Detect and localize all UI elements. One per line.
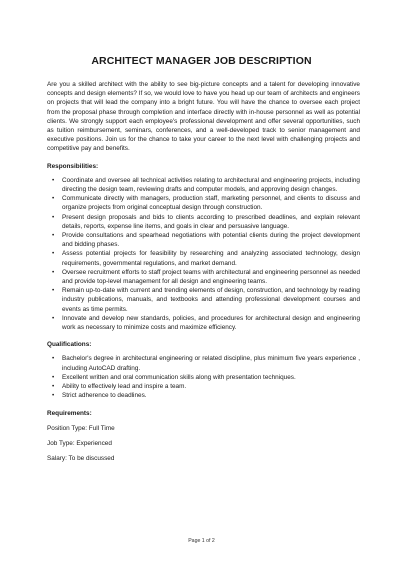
requirements-block <box>47 424 360 464</box>
list-item: • Remain up-to-date with current and trending elements of design, construction, and technology by reading industry publications, manuals, and textbooks and attending professional development courses and events as time permits. <box>62 286 360 314</box>
list-item: • Provide consultations and spearhead negotiations with potential clients during the project development and bidding phases. <box>62 231 360 249</box>
responsibilities-heading: Responsibilities: <box>47 162 99 170</box>
qualifications-heading: Qualifications: <box>47 341 92 349</box>
salary: Salary: To be discussed <box>47 455 115 463</box>
position-type: Position Type: Full Time <box>47 424 115 432</box>
list-item: • Assess potential projects for feasibility by researching and analyzing associated technology, design requirements, governmental regulations, and market demand. <box>62 249 360 267</box>
list-item: • Communicate directly with managers, production staff, marketing personnel, and clients to discuss and organize projects from original conceptual design through construction. <box>62 194 360 212</box>
job-type: Job Type: Experienced <box>47 439 112 447</box>
page-title: ARCHITECT MANAGER JOB DESCRIPTION <box>91 55 312 67</box>
qualifications-list <box>47 354 360 400</box>
list-item: • Oversee recruitment efforts to staff project teams with architectural and engineering personnel as needed and provide top-level management for all design and engineering teams. <box>62 268 360 286</box>
page-number: Page 1 of 2 <box>188 538 215 544</box>
list-item: • Coordinate and oversee all technical activities relating to architectural and engineering projects, including directing the design team, reviewing drafts and computer models, and approving design changes. <box>62 176 360 194</box>
list-item: • Bachelor's degree in architectural engineering or related discipline, plus minimum five years experience , including AutoCAD drafting. <box>62 354 360 372</box>
requirements-heading: Requirements: <box>47 409 92 417</box>
list-item: • Present design proposals and bids to clients according to prescribed deadlines, and explain relevant details, reports, expense line items, and goals in clear and persuasive language. <box>62 213 360 231</box>
intro-paragraph: Are you a skilled architect with the ability to see big-picture concepts and a talent for developing innovative concepts and design elements? If so, we would love to have you head up our team of architects and engineers on projects that will lead the company into a bright future. You will have the chance to oversee each project from the proposal phase through completion and interface directly with in-house personnel as well as potential clients. We strongly support each employee's professional development and offer several opportunities, such as tuition reimbursement, seminars, conferences, and a well-developed track to senior management and executive positions. Join us for the chance to take your career to the next level with challenging projects and competitive pay and benefits. <box>47 81 360 153</box>
document-body <box>47 80 360 469</box>
list-item: • Ability to effectively lead and inspire a team. <box>62 382 360 391</box>
responsibilities-list <box>47 176 360 332</box>
list-item: • Strict adherence to deadlines. <box>62 391 360 400</box>
list-item: • Excellent written and oral communication skills along with presentation techniques. <box>62 373 360 382</box>
list-item: • Innovate and develop new standards, policies, and procedures for architectural design and engineering work as necessary to minimize costs and maximize efficiency. <box>62 314 360 332</box>
